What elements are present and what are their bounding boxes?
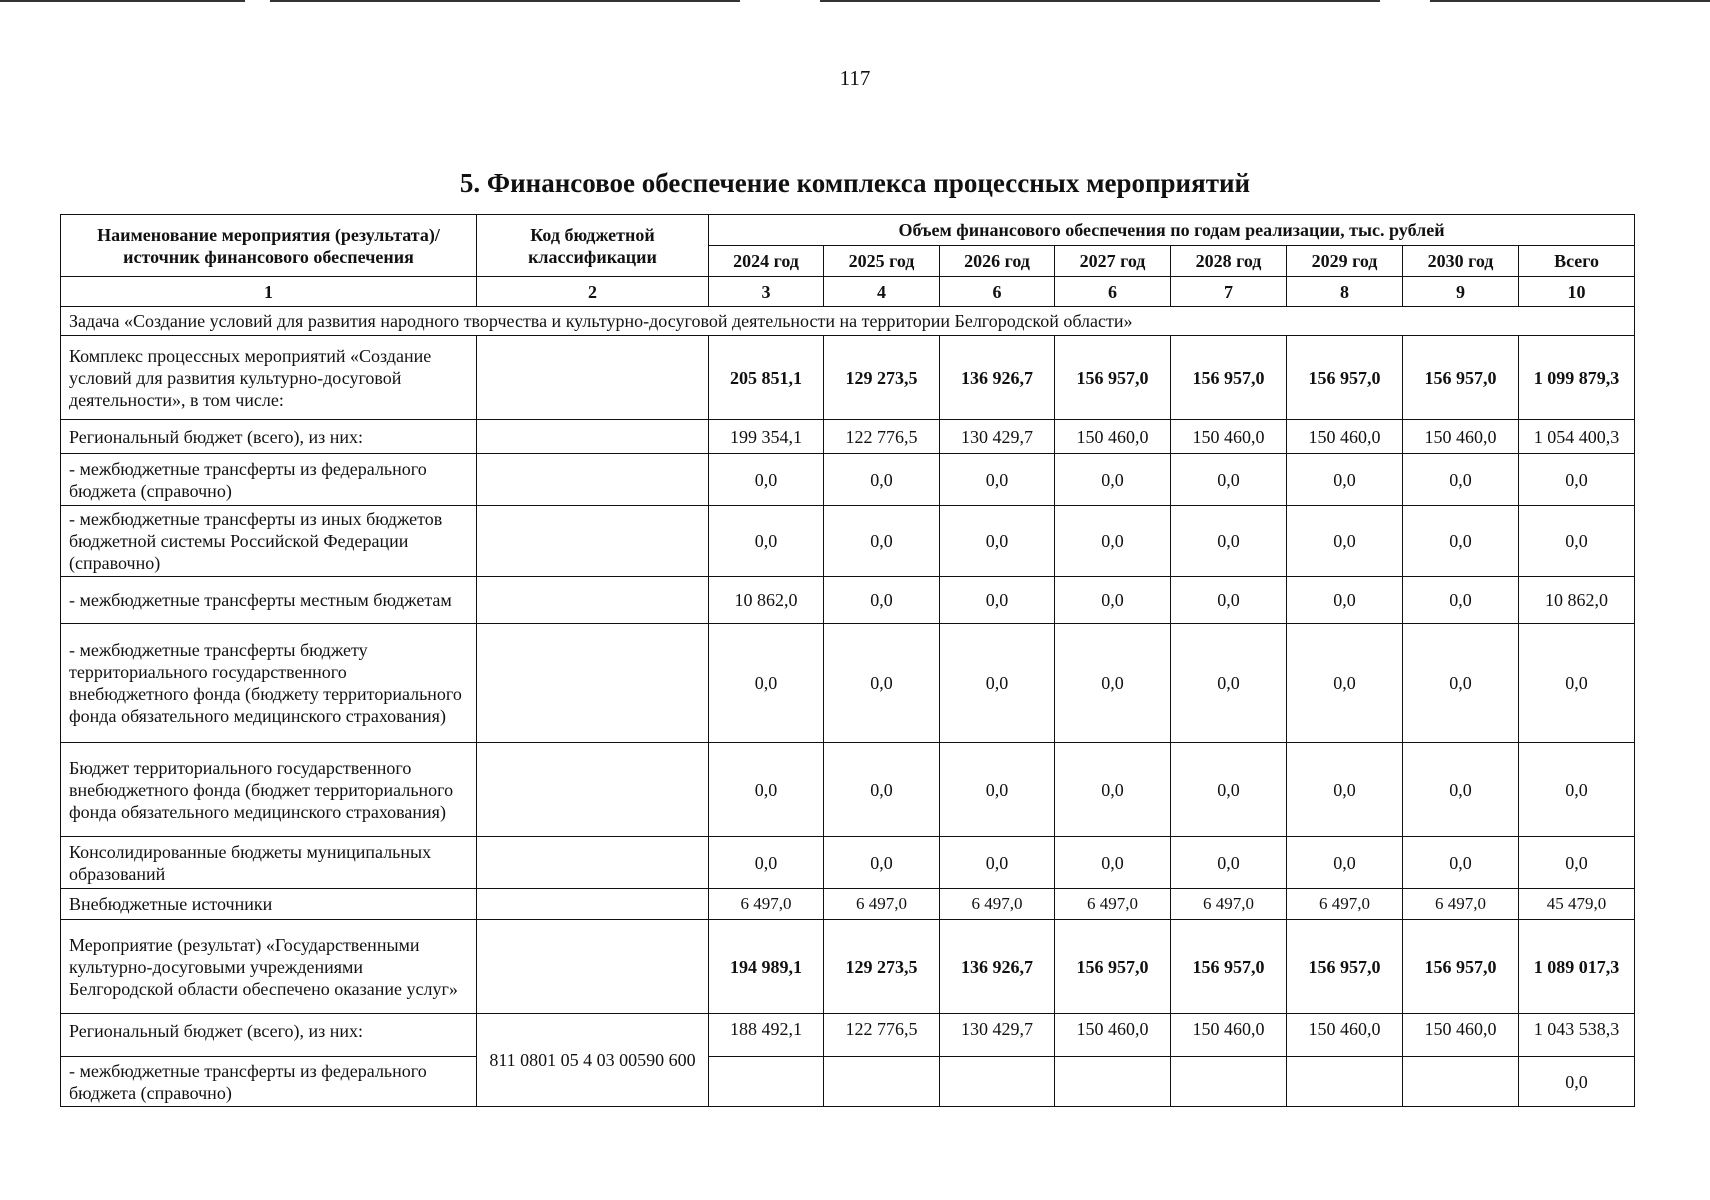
cell-value: 156 957,0	[1055, 920, 1171, 1014]
cell-value: 0,0	[1403, 577, 1519, 624]
cell-value: 0,0	[1055, 624, 1171, 743]
cell-value: 0,0	[1171, 837, 1287, 889]
header-code: Код бюджетной классификации	[477, 215, 709, 277]
cell-value: 150 460,0	[1287, 1014, 1403, 1057]
row-name: - межбюджетные трансферты из федерального бюджета (справочно)	[61, 1057, 477, 1107]
table-row	[61, 1014, 1635, 1057]
cell-value: 0,0	[940, 454, 1055, 506]
table-row	[61, 743, 1635, 837]
cell-value: 0,0	[824, 837, 940, 889]
table-row	[61, 624, 1635, 743]
cell-value: 0,0	[1403, 454, 1519, 506]
cell-value: 0,0	[1171, 743, 1287, 837]
cell-value: 0,0	[1055, 506, 1171, 577]
column-index: 3	[709, 277, 824, 307]
row-code	[477, 837, 709, 889]
cell-value: 1 043 538,3	[1519, 1014, 1635, 1057]
financing-table	[60, 214, 1635, 1107]
cell-value: 150 460,0	[1287, 420, 1403, 454]
header-year: 2027 год	[1055, 246, 1171, 277]
cell-value: 0,0	[824, 577, 940, 624]
cell-value: 0,0	[709, 454, 824, 506]
cell-value: 0,0	[1055, 577, 1171, 624]
header-total: Всего	[1519, 246, 1635, 277]
cell-value: 0,0	[1403, 743, 1519, 837]
cell-value: 0,0	[940, 624, 1055, 743]
cell-value: 1 099 879,3	[1519, 336, 1635, 420]
row-name: Мероприятие (результат) «Государственными культурно-досуговыми учреждениями Белгородской области обеспечено оказание услуг»	[61, 920, 477, 1014]
cell-value	[1287, 1057, 1403, 1107]
column-index: 9	[1403, 277, 1519, 307]
cell-value: 0,0	[940, 743, 1055, 837]
cell-value: 0,0	[1287, 454, 1403, 506]
page-number: 117	[839, 66, 871, 90]
cell-value: 156 957,0	[1287, 336, 1403, 420]
cell-value: 0,0	[1171, 577, 1287, 624]
cell-value: 0,0	[1403, 837, 1519, 889]
cell-value	[1055, 1057, 1171, 1107]
cell-value: 136 926,7	[940, 336, 1055, 420]
column-index: 10	[1519, 277, 1635, 307]
cell-value: 0,0	[1287, 506, 1403, 577]
table-row	[61, 454, 1635, 506]
cell-value: 0,0	[824, 454, 940, 506]
header-row	[61, 215, 1635, 246]
cell-value: 0,0	[1519, 624, 1635, 743]
page-title: 5. Финансовое обеспечение комплекса процессных мероприятий	[459, 168, 1251, 198]
cell-value: 156 957,0	[1171, 336, 1287, 420]
header-year: 2026 год	[940, 246, 1055, 277]
cell-value: 0,0	[1403, 506, 1519, 577]
header-name: Наименование мероприятия (результата)/ источник финансового обеспечения	[61, 215, 477, 277]
row-code	[477, 454, 709, 506]
cell-value: 0,0	[1519, 743, 1635, 837]
row-name: - межбюджетные трансферты бюджету территориального государственного внебюджетного фонда (бюджету территориального фонда обязательного медицинского страхования)	[61, 624, 477, 743]
cell-value: 130 429,7	[940, 420, 1055, 454]
cell-value: 0,0	[1055, 743, 1171, 837]
column-index: 6	[1055, 277, 1171, 307]
row-code	[477, 920, 709, 1014]
row-name: - межбюджетные трансферты местным бюджетам	[61, 577, 477, 624]
cell-value: 0,0	[1055, 837, 1171, 889]
cell-value: 150 460,0	[1055, 1014, 1171, 1057]
cell-value: 188 492,1	[709, 1014, 824, 1057]
cell-value: 150 460,0	[1403, 420, 1519, 454]
row-name: Внебюджетные источники	[61, 889, 477, 920]
cell-value: 1 089 017,3	[1519, 920, 1635, 1014]
table-row	[61, 506, 1635, 577]
cell-value: 0,0	[1287, 577, 1403, 624]
cell-value: 0,0	[1171, 506, 1287, 577]
cell-value: 0,0	[824, 506, 940, 577]
cell-value: 6 497,0	[1403, 889, 1519, 920]
row-name: Комплекс процессных мероприятий «Создание условий для развития культурно-досуговой деятельности», в том числе:	[61, 336, 477, 420]
row-code: 811 0801 05 4 03 00590 600	[477, 1014, 709, 1107]
row-code	[477, 889, 709, 920]
cell-value	[824, 1057, 940, 1107]
cell-value: 0,0	[1519, 1057, 1635, 1107]
row-name: - межбюджетные трансферты из федерального бюджета (справочно)	[61, 454, 477, 506]
table-row	[61, 577, 1635, 624]
cell-value: 0,0	[1287, 624, 1403, 743]
cell-value: 0,0	[1403, 624, 1519, 743]
cell-value: 130 429,7	[940, 1014, 1055, 1057]
row-code	[477, 743, 709, 837]
cell-value: 0,0	[824, 743, 940, 837]
cell-value: 6 497,0	[1055, 889, 1171, 920]
table-row	[61, 1057, 1635, 1107]
column-index: 4	[824, 277, 940, 307]
cell-value	[709, 1057, 824, 1107]
cell-value: 0,0	[709, 624, 824, 743]
cell-value: 0,0	[709, 837, 824, 889]
task-text: Задача «Создание условий для развития народного творчества и культурно-досуговой деятельности на территории Белгородской области»	[61, 307, 1635, 336]
cell-value: 6 497,0	[824, 889, 940, 920]
cell-value: 10 862,0	[1519, 577, 1635, 624]
cell-value	[1171, 1057, 1287, 1107]
cell-value: 0,0	[1519, 506, 1635, 577]
cell-value: 156 957,0	[1171, 920, 1287, 1014]
row-code	[477, 624, 709, 743]
table-row	[61, 889, 1635, 920]
cell-value: 1 054 400,3	[1519, 420, 1635, 454]
column-index: 7	[1171, 277, 1287, 307]
cell-value: 150 460,0	[1055, 420, 1171, 454]
header-year: 2025 год	[824, 246, 940, 277]
cell-value: 156 957,0	[1403, 336, 1519, 420]
cell-value: 129 273,5	[824, 336, 940, 420]
cell-value: 150 460,0	[1403, 1014, 1519, 1057]
row-name: - межбюджетные трансферты из иных бюджетов бюджетной системы Российской Федерации (справочно)	[61, 506, 477, 577]
scan-edge-line	[0, 0, 245, 2]
cell-value: 150 460,0	[1171, 1014, 1287, 1057]
cell-value: 6 497,0	[709, 889, 824, 920]
index-row	[61, 277, 1635, 307]
cell-value: 0,0	[1519, 454, 1635, 506]
cell-value: 136 926,7	[940, 920, 1055, 1014]
cell-value: 205 851,1	[709, 336, 824, 420]
cell-value: 0,0	[1287, 743, 1403, 837]
cell-value: 0,0	[1287, 837, 1403, 889]
cell-value: 6 497,0	[940, 889, 1055, 920]
cell-value	[940, 1057, 1055, 1107]
column-index: 8	[1287, 277, 1403, 307]
cell-value: 45 479,0	[1519, 889, 1635, 920]
column-index: 1	[61, 277, 477, 307]
header-year: 2029 год	[1287, 246, 1403, 277]
scan-edge-line	[1430, 0, 1710, 2]
cell-value: 129 273,5	[824, 920, 940, 1014]
header-year: 2024 год	[709, 246, 824, 277]
scan-edge-line	[270, 0, 740, 2]
cell-value: 6 497,0	[1287, 889, 1403, 920]
header-year: 2030 год	[1403, 246, 1519, 277]
cell-value: 156 957,0	[1287, 920, 1403, 1014]
column-index: 2	[477, 277, 709, 307]
table-row	[61, 920, 1635, 1014]
row-name: Консолидированные бюджеты муниципальных образований	[61, 837, 477, 889]
cell-value: 199 354,1	[709, 420, 824, 454]
table-row	[61, 336, 1635, 420]
row-name: Региональный бюджет (всего), из них:	[61, 1014, 477, 1057]
cell-value: 150 460,0	[1171, 420, 1287, 454]
task-row	[61, 307, 1635, 336]
header-volume: Объем финансового обеспечения по годам реализации, тыс. рублей	[709, 215, 1635, 246]
cell-value: 0,0	[1055, 454, 1171, 506]
cell-value: 156 957,0	[1403, 920, 1519, 1014]
cell-value: 122 776,5	[824, 420, 940, 454]
cell-value: 0,0	[940, 837, 1055, 889]
cell-value: 10 862,0	[709, 577, 824, 624]
cell-value	[1403, 1057, 1519, 1107]
cell-value: 0,0	[709, 506, 824, 577]
row-name: Региональный бюджет (всего), из них:	[61, 420, 477, 454]
cell-value: 194 989,1	[709, 920, 824, 1014]
cell-value: 0,0	[824, 624, 940, 743]
cell-value: 156 957,0	[1055, 336, 1171, 420]
scan-edge-line	[820, 0, 1380, 2]
cell-value: 0,0	[940, 506, 1055, 577]
row-code	[477, 506, 709, 577]
row-code	[477, 577, 709, 624]
cell-value: 0,0	[709, 743, 824, 837]
row-code	[477, 336, 709, 420]
row-name: Бюджет территориального государственного внебюджетного фонда (бюджет территориального фонда обязательного медицинского страхования)	[61, 743, 477, 837]
table-row	[61, 837, 1635, 889]
cell-value: 0,0	[1171, 454, 1287, 506]
cell-value: 6 497,0	[1171, 889, 1287, 920]
header-year: 2028 год	[1171, 246, 1287, 277]
cell-value: 0,0	[1519, 837, 1635, 889]
cell-value: 0,0	[940, 577, 1055, 624]
column-index: 6	[940, 277, 1055, 307]
cell-value: 122 776,5	[824, 1014, 940, 1057]
cell-value: 0,0	[1171, 624, 1287, 743]
row-code	[477, 420, 709, 454]
table-row	[61, 420, 1635, 454]
